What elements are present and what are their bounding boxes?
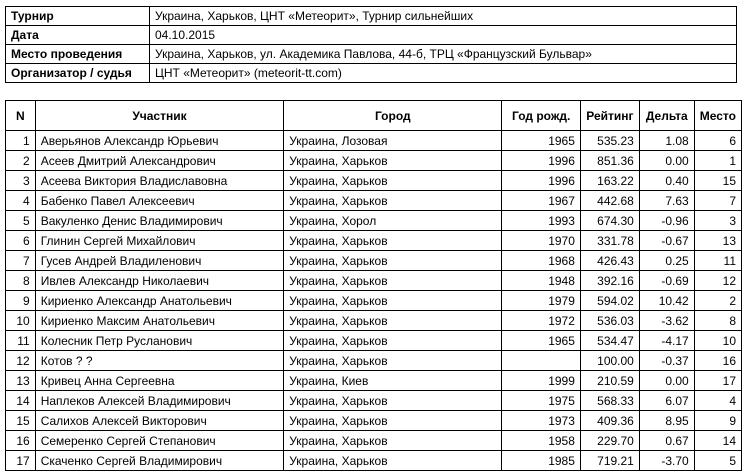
participant-name: Асеев Дмитрий Александрович bbox=[35, 151, 284, 171]
birth-year: 1958 bbox=[502, 431, 581, 451]
row-number: 15 bbox=[6, 411, 36, 431]
participant-name: Котов ? ? bbox=[35, 351, 284, 371]
delta-value: -3.70 bbox=[639, 451, 694, 471]
row-number: 7 bbox=[6, 251, 36, 271]
rating-value: 392.16 bbox=[580, 271, 639, 291]
place-value: 14 bbox=[694, 431, 741, 451]
delta-value: 0.67 bbox=[639, 431, 694, 451]
row-number: 9 bbox=[6, 291, 36, 311]
table-row bbox=[6, 131, 742, 151]
table-row bbox=[6, 311, 742, 331]
place-value: 4 bbox=[694, 391, 741, 411]
table-row bbox=[6, 231, 742, 251]
rating-value: 851.36 bbox=[580, 151, 639, 171]
participant-city: Украина, Харьков bbox=[284, 391, 502, 411]
participant-name: Салихов Алексей Викторович bbox=[35, 411, 284, 431]
place-value: 6 bbox=[694, 131, 741, 151]
rating-value: 163.22 bbox=[580, 171, 639, 191]
participant-name: Глинин Сергей Михайлович bbox=[35, 231, 284, 251]
venue-value: Украина, Харьков, ул. Академика Павлова, 44-б, ТРЦ «Французский Бульвар» bbox=[150, 45, 737, 64]
header-number: N bbox=[6, 101, 36, 131]
row-number: 14 bbox=[6, 391, 36, 411]
place-value: 1 bbox=[694, 151, 741, 171]
delta-value: -3.62 bbox=[639, 311, 694, 331]
birth-year: 1965 bbox=[502, 331, 581, 351]
organizer-label: Организатор / судья bbox=[6, 64, 150, 83]
birth-year: 1999 bbox=[502, 371, 581, 391]
delta-value: 10.42 bbox=[639, 291, 694, 311]
birth-year: 1993 bbox=[502, 211, 581, 231]
birth-year: 1975 bbox=[502, 391, 581, 411]
header-participant: Участник bbox=[35, 101, 284, 131]
participant-city: Украина, Харьков bbox=[284, 411, 502, 431]
birth-year: 1985 bbox=[502, 451, 581, 471]
row-number: 5 bbox=[6, 211, 36, 231]
delta-value: 0.00 bbox=[639, 371, 694, 391]
row-number: 13 bbox=[6, 371, 36, 391]
row-number: 8 bbox=[6, 271, 36, 291]
delta-value: 0.25 bbox=[639, 251, 694, 271]
participant-name: Кривец Анна Сергеевна bbox=[35, 371, 284, 391]
participant-city: Украина, Харьков bbox=[284, 271, 502, 291]
row-number: 10 bbox=[6, 311, 36, 331]
results-header-row bbox=[6, 101, 742, 131]
participant-city: Украина, Харьков bbox=[284, 251, 502, 271]
table-row bbox=[6, 431, 742, 451]
header-delta: Дельта bbox=[639, 101, 694, 131]
rating-value: 409.36 bbox=[580, 411, 639, 431]
place-value: 3 bbox=[694, 211, 741, 231]
birth-year: 1967 bbox=[502, 191, 581, 211]
info-row-organizer bbox=[6, 64, 737, 83]
birth-year: 1948 bbox=[502, 271, 581, 291]
participant-city: Украина, Харьков bbox=[284, 431, 502, 451]
delta-value: -0.69 bbox=[639, 271, 694, 291]
participant-city: Украина, Харьков bbox=[284, 191, 502, 211]
delta-value: 7.63 bbox=[639, 191, 694, 211]
participant-name: Ивлев Александр Николаевич bbox=[35, 271, 284, 291]
participant-name: Гусев Андрей Владиленович bbox=[35, 251, 284, 271]
row-number: 1 bbox=[6, 131, 36, 151]
participant-name: Наплеков Алексей Владимирович bbox=[35, 391, 284, 411]
rating-value: 210.59 bbox=[580, 371, 639, 391]
place-value: 2 bbox=[694, 291, 741, 311]
place-value: 15 bbox=[694, 171, 741, 191]
organizer-value: ЦНТ «Метеорит» (meteorit-tt.com) bbox=[150, 64, 737, 83]
birth-year: 1979 bbox=[502, 291, 581, 311]
delta-value: 0.00 bbox=[639, 151, 694, 171]
header-place: Место bbox=[694, 101, 741, 131]
participant-name: Кириенко Максим Анатольевич bbox=[35, 311, 284, 331]
table-row bbox=[6, 371, 742, 391]
place-value: 17 bbox=[694, 371, 741, 391]
participant-city: Украина, Хорол bbox=[284, 211, 502, 231]
birth-year: 1965 bbox=[502, 131, 581, 151]
birth-year: 1996 bbox=[502, 171, 581, 191]
birth-year: 1972 bbox=[502, 311, 581, 331]
rating-value: 594.02 bbox=[580, 291, 639, 311]
rating-value: 535.23 bbox=[580, 131, 639, 151]
rating-value: 229.70 bbox=[580, 431, 639, 451]
place-value: 8 bbox=[694, 311, 741, 331]
tournament-value: Украина, Харьков, ЦНТ «Метеорит», Турнир сильнейших bbox=[150, 7, 737, 26]
rating-value: 536.03 bbox=[580, 311, 639, 331]
row-number: 16 bbox=[6, 431, 36, 451]
table-row bbox=[6, 391, 742, 411]
participant-name: Аверьянов Александр Юрьевич bbox=[35, 131, 284, 151]
info-row-tournament bbox=[6, 7, 737, 26]
participant-city: Украина, Харьков bbox=[284, 151, 502, 171]
participant-name: Кириенко Александр Анатольевич bbox=[35, 291, 284, 311]
date-label: Дата bbox=[6, 26, 150, 45]
participant-name: Семеренко Сергей Степанович bbox=[35, 431, 284, 451]
row-number: 11 bbox=[6, 331, 36, 351]
row-number: 6 bbox=[6, 231, 36, 251]
participant-name: Вакуленко Денис Владимирович bbox=[35, 211, 284, 231]
delta-value: 6.07 bbox=[639, 391, 694, 411]
delta-value: 8.95 bbox=[639, 411, 694, 431]
participant-name: Колесник Петр Русланович bbox=[35, 331, 284, 351]
participant-city: Украина, Харьков bbox=[284, 351, 502, 371]
participant-city: Украина, Харьков bbox=[284, 311, 502, 331]
delta-value: -4.17 bbox=[639, 331, 694, 351]
table-row bbox=[6, 151, 742, 171]
table-row bbox=[6, 211, 742, 231]
table-row bbox=[6, 171, 742, 191]
place-value: 16 bbox=[694, 351, 741, 371]
row-number: 4 bbox=[6, 191, 36, 211]
place-value: 11 bbox=[694, 251, 741, 271]
place-value: 12 bbox=[694, 271, 741, 291]
place-value: 13 bbox=[694, 231, 741, 251]
header-city: Город bbox=[284, 101, 502, 131]
table-row bbox=[6, 451, 742, 471]
info-row-date bbox=[6, 26, 737, 45]
row-number: 3 bbox=[6, 171, 36, 191]
birth-year: 1970 bbox=[502, 231, 581, 251]
header-rating: Рейтинг bbox=[580, 101, 639, 131]
birth-year: 1973 bbox=[502, 411, 581, 431]
delta-value: 1.08 bbox=[639, 131, 694, 151]
table-row bbox=[6, 331, 742, 351]
place-value: 5 bbox=[694, 451, 741, 471]
table-row bbox=[6, 411, 742, 431]
participant-city: Украина, Харьков bbox=[284, 451, 502, 471]
birth-year bbox=[502, 351, 581, 371]
rating-value: 534.47 bbox=[580, 331, 639, 351]
table-row bbox=[6, 291, 742, 311]
table-row bbox=[6, 271, 742, 291]
header-birth-year: Год рожд. bbox=[502, 101, 581, 131]
participant-city: Украина, Харьков bbox=[284, 331, 502, 351]
delta-value: -0.96 bbox=[639, 211, 694, 231]
participant-name: Скаченко Сергей Владимирович bbox=[35, 451, 284, 471]
rating-value: 100.00 bbox=[580, 351, 639, 371]
place-value: 9 bbox=[694, 411, 741, 431]
place-value: 7 bbox=[694, 191, 741, 211]
delta-value: -0.37 bbox=[639, 351, 694, 371]
venue-label: Место проведения bbox=[6, 45, 150, 64]
table-row bbox=[6, 191, 742, 211]
birth-year: 1968 bbox=[502, 251, 581, 271]
row-number: 17 bbox=[6, 451, 36, 471]
results-table bbox=[5, 100, 742, 471]
row-number: 12 bbox=[6, 351, 36, 371]
row-number: 2 bbox=[6, 151, 36, 171]
participant-city: Украина, Харьков bbox=[284, 171, 502, 191]
participant-name: Бабенко Павел Алексеевич bbox=[35, 191, 284, 211]
info-row-venue bbox=[6, 45, 737, 64]
place-value: 10 bbox=[694, 331, 741, 351]
participant-name: Асеева Виктория Владиславовна bbox=[35, 171, 284, 191]
rating-value: 426.43 bbox=[580, 251, 639, 271]
delta-value: 0.40 bbox=[639, 171, 694, 191]
rating-value: 442.68 bbox=[580, 191, 639, 211]
rating-value: 568.33 bbox=[580, 391, 639, 411]
participant-city: Украина, Харьков bbox=[284, 231, 502, 251]
delta-value: -0.67 bbox=[639, 231, 694, 251]
table-row bbox=[6, 251, 742, 271]
rating-value: 719.21 bbox=[580, 451, 639, 471]
tournament-info-table bbox=[5, 6, 737, 83]
participant-city: Украина, Лозовая bbox=[284, 131, 502, 151]
rating-value: 674.30 bbox=[580, 211, 639, 231]
rating-value: 331.78 bbox=[580, 231, 639, 251]
participant-city: Украина, Харьков bbox=[284, 291, 502, 311]
date-value: 04.10.2015 bbox=[150, 26, 737, 45]
results-body bbox=[6, 131, 742, 471]
birth-year: 1996 bbox=[502, 151, 581, 171]
tournament-label: Турнир bbox=[6, 7, 150, 26]
table-row bbox=[6, 351, 742, 371]
participant-city: Украина, Киев bbox=[284, 371, 502, 391]
